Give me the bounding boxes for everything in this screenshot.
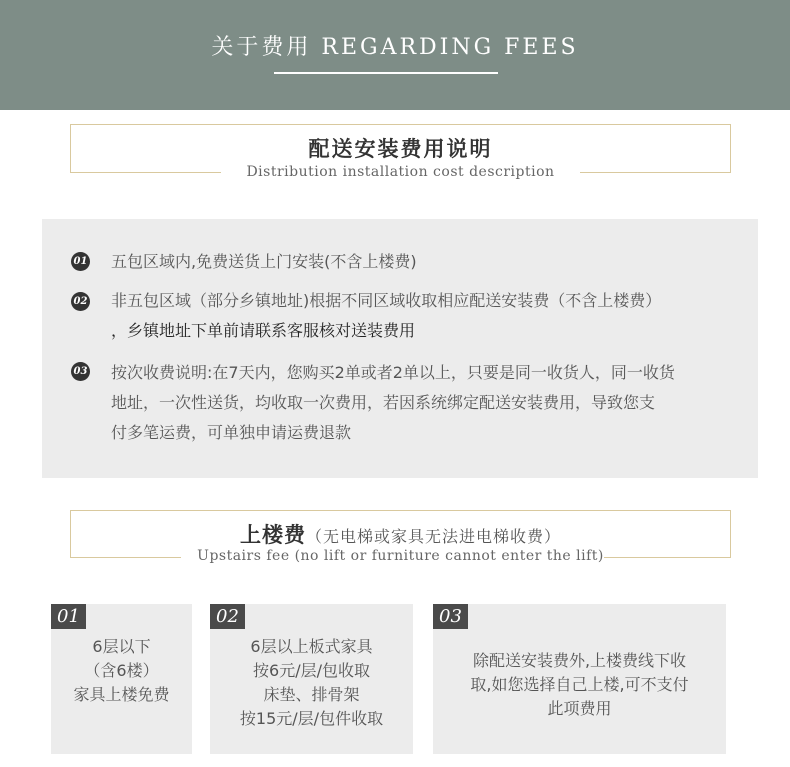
card-number-badge: 02 [210, 604, 245, 629]
header-title-en: REGARDING FEES [321, 35, 579, 60]
card-text-line: 6层以上板式家具 [250, 637, 373, 656]
list-item [111, 286, 661, 346]
card-text [210, 635, 413, 731]
list-item [111, 358, 675, 448]
card-text-line: 此项费用 [547, 699, 612, 718]
list-item-line: 非五包区域（部分乡镇地址)根据不同区域收取相应配送安装费（不含上楼费） [111, 291, 662, 310]
list-item-line: 付多笔运费，可单独申请运费退款 [111, 423, 352, 442]
card-text [51, 635, 192, 707]
frame-bottom-line-left [71, 557, 181, 558]
list-item-line: 五包区域内,免费送货上门安装(不含上楼费) [111, 252, 417, 271]
section-title-upstairs-note: （无电梯或家具无法进电梯收费） [305, 527, 561, 546]
number-badge-icon: 01 [71, 252, 90, 271]
frame-bottom-line-left [71, 172, 221, 173]
card-number-badge: 03 [433, 604, 468, 629]
section-title-distribution: 配送安装费用说明 [308, 137, 493, 161]
list-item-emphasis-line: ，乡镇地址下单前请联系客服核对送装费用 [111, 321, 416, 340]
section-title-frame-distribution [70, 124, 731, 180]
list-item [111, 247, 417, 277]
card-text-line: 床垫、排骨架 [263, 685, 360, 704]
header-title [0, 30, 790, 61]
frame-bottom-line-right [580, 172, 730, 173]
header-title-zh: 关于费用 [211, 35, 312, 60]
header-underline [274, 72, 498, 74]
header-banner [0, 0, 790, 110]
number-badge-icon: 02 [71, 292, 90, 311]
section-title-upstairs [71, 519, 730, 549]
card-text-line: 取,如您选择自己上楼,可不支付 [470, 675, 689, 694]
card-text-line: 6层以下 [92, 637, 151, 656]
card-text-line: 除配送安装费外,上楼费线下收 [472, 651, 687, 670]
card-text-line: （含6楼） [84, 661, 159, 680]
fee-card-2 [210, 604, 413, 754]
section-subtitle-distribution: Distribution installation cost description [246, 164, 555, 180]
section-title-frame-upstairs [70, 510, 731, 564]
frame-bottom-line-right [604, 557, 730, 558]
card-text [433, 649, 726, 721]
section-title-upstairs-main: 上楼费 [239, 523, 306, 547]
list-item-line: 地址，一次性送货，均收取一次费用，若因系统绑定配送安装费用，导致您支 [111, 393, 656, 412]
section-subtitle-upstairs: Upstairs fee (no lift or furniture cannot enter the lift) [197, 548, 604, 564]
card-text-line: 家具上楼免费 [73, 685, 170, 704]
card-text-line: 按6元/层/包收取 [253, 661, 370, 680]
fee-card-1 [51, 604, 192, 754]
distribution-info-box [42, 219, 758, 478]
list-item-line: 按次收费说明:在7天内，您购买2单或者2单以上，只要是同一收货人，同一收货 [111, 363, 675, 382]
card-number-badge: 01 [51, 604, 86, 629]
card-text-line: 按15元/层/包件收取 [239, 709, 384, 728]
number-badge-icon: 03 [71, 362, 90, 381]
fee-card-3 [433, 604, 726, 754]
